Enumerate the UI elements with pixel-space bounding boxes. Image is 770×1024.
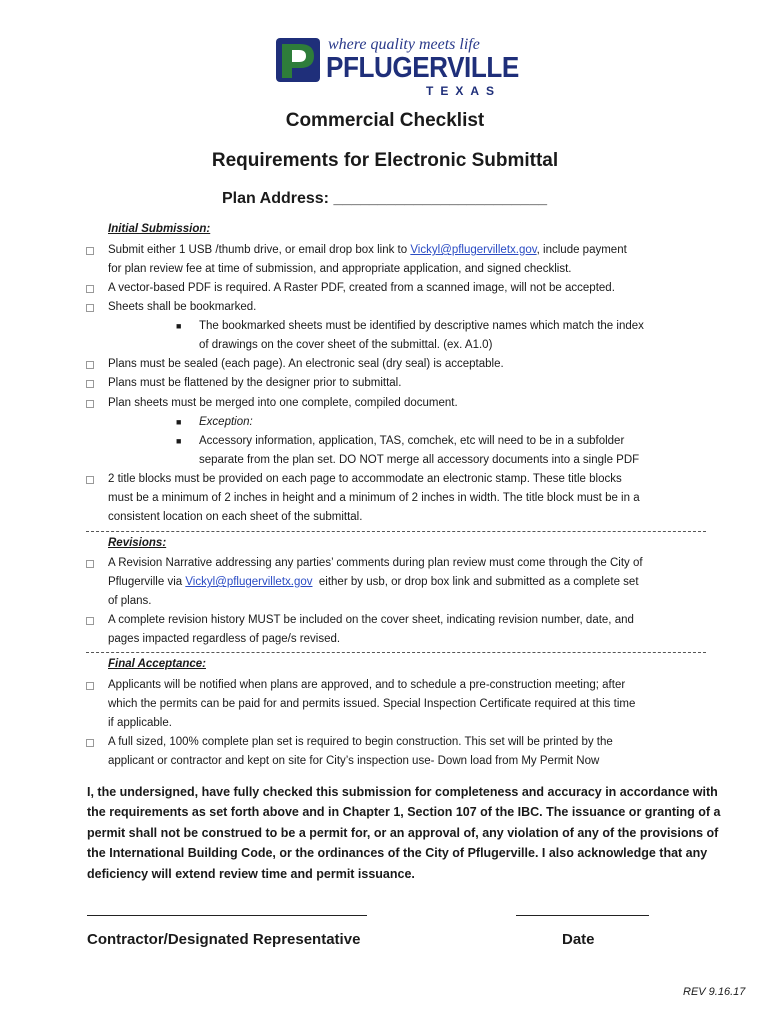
date-label: Date [562, 931, 595, 948]
certification-statement: I, the undersigned, have fully checked this submission for completeness and accuracy in accordance with the requirements as set forth above and in Chapter 1, Section 107 of the IBC. The issuance or granting of a permit shall not be construed to be a permit for, or an approval of, any violation of any of the provisions of the International Building Code, or the ordinances of the City of Pflugerville. I also acknowledge that any deficiency will extend review time and permit issuance. [87, 785, 721, 881]
checkbox[interactable] [86, 361, 94, 369]
checklist-item-text: A Revision Narrative addressing any parties’ comments during plan review must come through the City of [108, 557, 643, 569]
checklist-item-text: which the permits can be paid for and permits issued. Special Inspection Certificate required at this time [108, 698, 636, 710]
square-bullet-icon: ■ [176, 321, 182, 331]
revision-tag: REV 9.16.17 [683, 986, 746, 998]
square-bullet-icon: ■ [176, 417, 182, 427]
checklist-item-text: Plans must be flattened by the designer prior to submittal. [108, 377, 402, 389]
page-title: Commercial Checklist [285, 110, 485, 131]
checkbox[interactable] [86, 560, 94, 568]
sub-item-text: of drawings on the cover sheet of the submittal. (ex. A1.0) [199, 339, 493, 351]
checkbox[interactable] [86, 285, 94, 293]
checklist-item-text: A vector-based PDF is required. A Raster PDF, created from a scanned image, will not be accepted. [108, 282, 615, 294]
section-heading-final: Final Acceptance: [108, 658, 206, 670]
pflugerville-logo-mark-icon [276, 38, 320, 82]
logo-state: TEXAS [426, 84, 502, 98]
sub-item-text: Accessory information, application, TAS, comchek, etc will need to be in a subfolder [199, 435, 625, 447]
checklist-item-text: for plan review fee at time of submission, and appropriate application, and signed checklist. [108, 263, 572, 275]
checklist-item-text: if applicable. [108, 717, 172, 729]
square-bullet-icon: ■ [176, 436, 182, 446]
pflugerville-logo [276, 36, 526, 100]
logo-tagline: where quality meets life [328, 36, 480, 53]
checkbox[interactable] [86, 739, 94, 747]
sub-item-text: The bookmarked sheets must be identified by descriptive names which match the index [199, 320, 644, 332]
checklist-item-text: must be a minimum of 2 inches in height and a minimum of 2 inches in width. The title block must be in a [108, 492, 640, 504]
checkbox[interactable] [86, 304, 94, 312]
section-heading-initial: Initial Submission: [108, 223, 211, 235]
checklist-item-text: Applicants will be notified when plans are approved, and to schedule a pre-construction meeting; after [108, 679, 626, 691]
checklist-item-text: Submit either 1 USB /thumb drive, or email drop box link to Vickyl@pflugervilletx.gov, include payment [108, 244, 627, 256]
checklist-item-text: Sheets shall be bookmarked. [108, 301, 257, 313]
signature-line[interactable] [87, 915, 367, 916]
checklist-item-text: A complete revision history MUST be included on the cover sheet, indicating revision number, date, and [108, 614, 634, 626]
checklist-item-text: A full sized, 100% complete plan set is required to begin construction. This set will be printed by the [108, 736, 613, 748]
section-heading-revisions: Revisions: [108, 537, 167, 549]
date-line[interactable] [516, 915, 649, 916]
checklist-item-text: Pflugerville via Vickyl@pflugervilletx.gov either by usb, or drop box link and submitted as a complete set [108, 576, 639, 588]
checkbox[interactable] [86, 400, 94, 408]
sub-item-text: Exception: [199, 416, 253, 428]
plan-address-label: Plan Address: ________________________ [222, 190, 547, 207]
checkbox[interactable] [86, 247, 94, 255]
checkbox[interactable] [86, 476, 94, 484]
checklist-item-text: of plans. [108, 595, 152, 607]
section-divider [86, 652, 706, 653]
checklist-item-text: Plan sheets must be merged into one complete, compiled document. [108, 397, 458, 409]
page-subtitle: Requirements for Electronic Submittal [211, 150, 559, 171]
checkbox[interactable] [86, 682, 94, 690]
checkbox[interactable] [86, 617, 94, 625]
checklist-item-text: Plans must be sealed (each page). An electronic seal (dry seal) is acceptable. [108, 358, 504, 370]
contractor-label: Contractor/Designated Representative [87, 931, 361, 948]
sub-item-text: separate from the plan set. DO NOT merge all accessory documents into a single PDF [199, 454, 640, 466]
checklist-item-text: applicant or contractor and kept on site for City’s inspection use- Down load from My Permit Now [108, 755, 600, 767]
checklist-item-text: pages impacted regardless of page/s revised. [108, 633, 341, 645]
checklist-item-text: 2 title blocks must be provided on each page to accommodate an electronic stamp. These title blocks [108, 473, 622, 485]
checkbox[interactable] [86, 380, 94, 388]
section-divider [86, 531, 706, 532]
email-link[interactable]: Vickyl@pflugervilletx.gov [185, 576, 313, 588]
checklist-item-text: consistent location on each sheet of the submittal. [108, 511, 363, 523]
email-link[interactable]: Vickyl@pflugervilletx.gov [410, 244, 537, 256]
logo-name: PFLUGERVILLE [326, 52, 519, 84]
